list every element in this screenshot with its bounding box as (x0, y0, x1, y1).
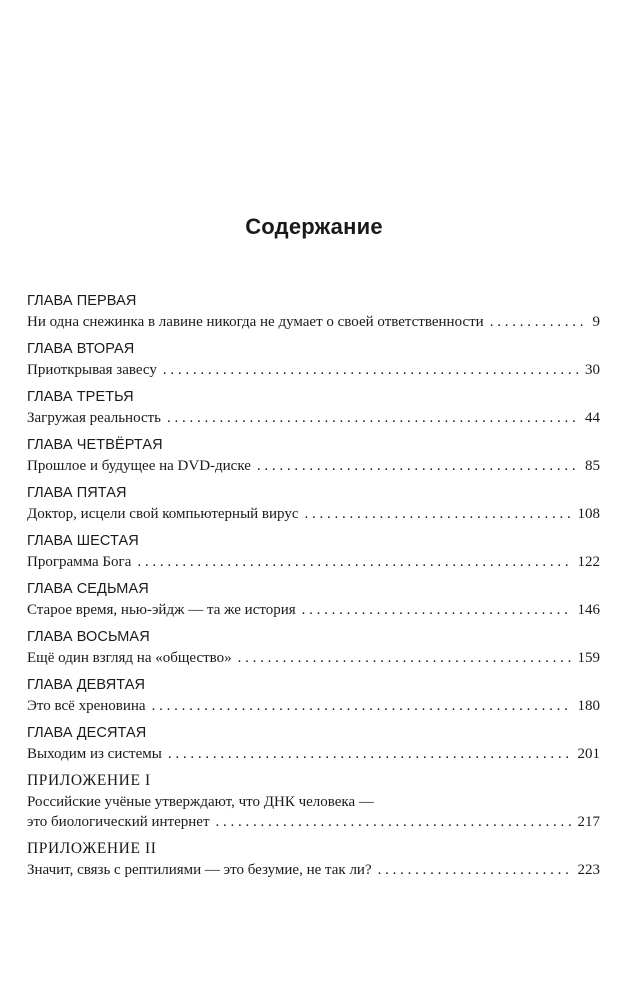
dot-leader (137, 553, 571, 572)
appendix-title-line-1[interactable]: Российские учёные утверждают, что ДНК человека — (27, 794, 374, 810)
toc-entry-chapter-1 (27, 292, 600, 332)
page-number: 44 (585, 410, 600, 426)
dot-leader (257, 457, 579, 476)
chapter-title: Выходим из системы (27, 746, 162, 762)
toc-entry-chapter-4 (27, 436, 600, 476)
dot-leader (378, 861, 572, 880)
page-number: 30 (585, 362, 600, 378)
dot-leader (168, 745, 572, 764)
toc-entry-appendix-1 (27, 772, 600, 832)
chapter-title: Программа Бога (27, 554, 132, 570)
table-of-contents (27, 292, 600, 888)
toc-line[interactable] (27, 361, 600, 380)
toc-entry-chapter-3 (27, 388, 600, 428)
dot-leader (152, 697, 572, 716)
dot-leader (163, 361, 579, 380)
dot-leader (238, 649, 572, 668)
toc-line[interactable] (27, 745, 600, 764)
chapter-heading: ГЛАВА ВОСЬМАЯ (27, 629, 150, 645)
toc-entry-chapter-5 (27, 484, 600, 524)
toc-entry-chapter-7 (27, 580, 600, 620)
appendix-heading: ПРИЛОЖЕНИЕ I (27, 772, 151, 789)
dot-leader (216, 813, 572, 832)
page-number: 122 (577, 554, 600, 570)
chapter-heading: ГЛАВА ПЯТАЯ (27, 485, 127, 501)
toc-line[interactable] (27, 601, 600, 620)
page-number: 223 (577, 862, 600, 878)
page-number: 201 (577, 746, 600, 762)
toc-entry-chapter-8 (27, 628, 600, 668)
toc-entry-chapter-10 (27, 724, 600, 764)
dot-leader (490, 313, 587, 332)
appendix-heading: ПРИЛОЖЕНИЕ II (27, 840, 157, 857)
toc-line[interactable] (27, 505, 600, 524)
chapter-title: Это всё хреновина (27, 698, 146, 714)
toc-line[interactable] (27, 697, 600, 716)
appendix-title-line-2: это биологический интернет (27, 814, 210, 830)
chapter-title: Прошлое и будущее на DVD-диске (27, 458, 251, 474)
page-number: 180 (577, 698, 600, 714)
dot-leader (302, 601, 572, 620)
page-number: 217 (577, 814, 600, 830)
dot-leader (305, 505, 572, 524)
page-number: 146 (577, 602, 600, 618)
toc-entry-chapter-6 (27, 532, 600, 572)
chapter-heading: ГЛАВА ШЕСТАЯ (27, 533, 139, 549)
dot-leader (167, 409, 579, 428)
page-number: 85 (585, 458, 600, 474)
chapter-heading: ГЛАВА ЧЕТВЁРТАЯ (27, 437, 163, 453)
toc-line[interactable] (27, 861, 600, 880)
chapter-heading: ГЛАВА ВТОРАЯ (27, 341, 135, 357)
toc-line[interactable] (27, 457, 600, 476)
appendix-title: Значит, связь с рептилиями — это безумие, не так ли? (27, 862, 372, 878)
page-title: Содержание (245, 214, 383, 239)
page-number: 9 (592, 314, 600, 330)
page-number: 108 (577, 506, 600, 522)
chapter-title: Приоткрывая завесу (27, 362, 157, 378)
chapter-heading: ГЛАВА ДЕВЯТАЯ (27, 677, 146, 693)
toc-entry-chapter-2 (27, 340, 600, 380)
toc-line[interactable] (27, 649, 600, 668)
chapter-heading: ГЛАВА СЕДЬМАЯ (27, 581, 149, 597)
chapter-heading: ГЛАВА ПЕРВАЯ (27, 293, 137, 309)
chapter-title: Старое время, нью-эйдж — та же история (27, 602, 296, 618)
toc-line[interactable] (27, 553, 600, 572)
toc-entry-appendix-2 (27, 840, 600, 880)
toc-line[interactable] (27, 409, 600, 428)
toc-entry-chapter-9 (27, 676, 600, 716)
chapter-heading: ГЛАВА ТРЕТЬЯ (27, 389, 134, 405)
chapter-title: Ещё один взгляд на «общество» (27, 650, 232, 666)
chapter-title: Доктор, исцели свой компьютерный вирус (27, 506, 299, 522)
chapter-heading: ГЛАВА ДЕСЯТАЯ (27, 725, 147, 741)
chapter-title: Ни одна снежинка в лавине никогда не думает о своей ответственности (27, 314, 484, 330)
chapter-title: Загружая реальность (27, 410, 162, 426)
toc-line[interactable] (27, 313, 600, 332)
toc-line[interactable] (27, 813, 600, 832)
page-number: 159 (577, 650, 600, 666)
